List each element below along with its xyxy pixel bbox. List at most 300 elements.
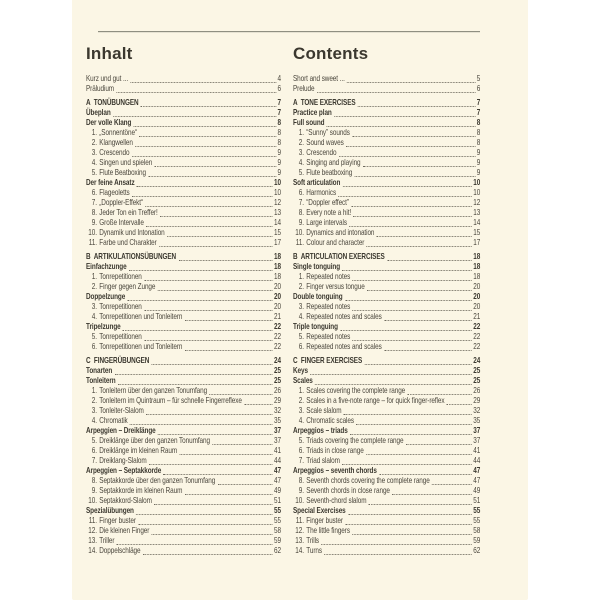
toc-row	[293, 98, 480, 108]
toc-page-number: 51	[473, 496, 481, 505]
dot-leader	[218, 483, 273, 485]
dot-leader	[115, 373, 273, 375]
toc-row	[86, 436, 281, 446]
toc-row	[86, 158, 281, 168]
toc-row	[293, 396, 480, 406]
dot-leader	[130, 423, 272, 425]
toc-page-number: 22	[274, 332, 281, 341]
toc-page-number: 49	[274, 486, 281, 495]
toc-title-german: Inhalt	[86, 44, 133, 63]
dot-leader	[117, 543, 273, 545]
toc-item-number: 8.	[91, 476, 97, 485]
toc-entry-label: Übeplan	[86, 108, 111, 117]
dot-leader	[113, 115, 276, 117]
toc-page-number: 20	[274, 282, 281, 291]
toc-page-number: 20	[473, 282, 481, 291]
toc-row	[86, 108, 281, 118]
toc-item-number: 10.	[295, 228, 304, 237]
toc-entry-label: Tripelzunge	[86, 322, 121, 331]
toc-entry-label: Singen und spielen	[99, 158, 153, 167]
toc-entry-label: „Sonnentöne“	[99, 128, 138, 137]
toc-entry-label: Präludium	[86, 84, 115, 93]
toc-page-number: 35	[274, 416, 281, 425]
dot-leader	[348, 513, 472, 515]
toc-item-number: 6.	[298, 342, 304, 351]
toc-row	[86, 208, 281, 218]
header-rule	[98, 31, 480, 33]
toc-page-number: 18	[473, 252, 481, 261]
toc-entry-label: Practice plan	[293, 108, 332, 117]
dot-leader	[343, 185, 472, 187]
toc-page-number: 10	[473, 178, 481, 187]
toc-item-number: 3.	[91, 406, 97, 415]
toc-entry-label: Der feine Ansatz	[86, 178, 135, 187]
toc-entry-label: Dynamics and intonation	[306, 228, 375, 237]
toc-row	[293, 476, 480, 486]
toc-item-number: 4.	[91, 416, 97, 425]
toc-entry-label: Dynamik und Intonation	[99, 228, 165, 237]
toc-page-number: 18	[274, 272, 281, 281]
dot-leader	[384, 319, 472, 321]
toc-row	[86, 536, 281, 546]
toc-page-number: 15	[473, 228, 481, 237]
toc-entry-label: Trills	[306, 536, 320, 545]
dot-leader	[137, 185, 273, 187]
dot-leader	[321, 543, 471, 545]
toc-page-number: 4	[277, 74, 281, 83]
dot-leader	[123, 329, 273, 331]
toc-row	[86, 282, 281, 292]
toc-group	[293, 252, 480, 352]
toc-row	[86, 84, 281, 94]
toc-entry-label: “Sunny” sounds	[306, 128, 350, 137]
toc-entry-label: Triple tonguing	[293, 322, 338, 331]
toc-entry-label: Doppelzunge	[86, 292, 126, 301]
toc-item-number: 13.	[88, 536, 97, 545]
toc-row	[86, 252, 281, 262]
toc-row	[293, 188, 480, 198]
dot-leader	[132, 195, 272, 197]
toc-entry-label: C FINGERÜBUNGEN	[86, 356, 150, 365]
toc-item-number: 5.	[91, 332, 97, 341]
toc-entry-label: Chromatik	[99, 416, 128, 425]
toc-row	[293, 456, 480, 466]
toc-group	[86, 252, 281, 352]
toc-page-number: 41	[473, 446, 481, 455]
toc-page-number: 20	[274, 292, 281, 301]
toc-entry-label: Crescendo	[99, 148, 130, 157]
toc-item-number: 10.	[295, 496, 304, 505]
toc-page-number: 47	[473, 466, 481, 475]
toc-page-number: 7	[277, 98, 281, 107]
toc-page-number: 26	[473, 386, 481, 395]
toc-row	[86, 506, 281, 516]
dot-leader	[164, 473, 273, 475]
dot-leader	[118, 383, 273, 385]
toc-entry-label: Jeder Ton ein Treffer!	[99, 208, 158, 217]
toc-row	[293, 546, 480, 556]
toc-item-number: 4.	[91, 158, 97, 167]
toc-page-number: 21	[473, 312, 481, 321]
toc-row	[293, 436, 480, 446]
dot-leader	[345, 299, 472, 301]
toc-entry-label: Einfachzunge	[86, 262, 127, 271]
toc-item-number: 1.	[91, 272, 97, 281]
toc-page-number: 10	[274, 178, 281, 187]
toc-entry-label: Repeated notes and scales	[306, 342, 382, 351]
toc-page-number: 14	[274, 218, 281, 227]
toc-page-number: 18	[473, 262, 481, 271]
toc-item-number: 3.	[298, 302, 304, 311]
dot-leader	[432, 483, 472, 485]
dot-leader	[158, 289, 273, 291]
toc-page-number: 37	[274, 426, 281, 435]
dot-leader	[340, 329, 471, 331]
toc-page-number: 8	[476, 128, 481, 137]
toc-entry-label: A TONE EXERCISES	[293, 98, 356, 107]
dot-leader	[160, 215, 272, 217]
toc-entry-label: Seventh-chord slalom	[306, 496, 367, 505]
toc-row	[86, 476, 281, 486]
toc-group	[293, 98, 480, 248]
toc-entry-label: Tonarten	[86, 366, 113, 375]
toc-item-number: 4.	[298, 416, 304, 425]
toc-page-number: 18	[274, 262, 281, 271]
toc-row	[293, 486, 480, 496]
toc-row	[86, 118, 281, 128]
toc-page-number: 47	[274, 476, 281, 485]
toc-item-number: 5.	[298, 168, 304, 177]
dot-leader	[352, 533, 471, 535]
dot-leader	[134, 125, 276, 127]
toc-entry-label: Kurz und gut ...	[86, 74, 129, 83]
toc-row	[86, 446, 281, 456]
toc-item-number: 1.	[298, 128, 304, 137]
toc-row	[86, 396, 281, 406]
toc-entry-label: Repeated notes	[306, 302, 351, 311]
dot-leader	[367, 289, 472, 291]
toc-row	[293, 536, 480, 546]
dot-leader	[334, 115, 475, 117]
dot-leader	[358, 105, 475, 107]
dot-leader	[144, 309, 272, 311]
dot-leader	[138, 523, 272, 525]
toc-page-number: 62	[473, 546, 481, 555]
toc-entry-label: Singing and playing	[306, 158, 361, 167]
toc-item-number: 8.	[298, 476, 304, 485]
dot-leader	[154, 503, 272, 505]
toc-group	[293, 74, 480, 94]
toc-page-number: 25	[473, 376, 481, 385]
toc-entry-label: Tonrepetitionen	[99, 302, 142, 311]
toc-entry-label: Single tonguing	[293, 262, 341, 271]
toc-entry-label: B ARTIKULATIONSÜBUNGEN	[86, 252, 177, 261]
toc-row	[86, 188, 281, 198]
toc-entry-label: A TONÜBUNGEN	[86, 98, 139, 107]
toc-row	[293, 526, 480, 536]
toc-row	[86, 198, 281, 208]
toc-item-number: 3.	[298, 406, 304, 415]
dot-leader	[132, 155, 276, 157]
toc-row	[86, 426, 281, 436]
toc-item-number: 10.	[88, 496, 97, 505]
dot-leader	[363, 165, 475, 167]
toc-page-number: 55	[473, 516, 481, 525]
toc-page-number: 25	[473, 366, 481, 375]
toc-entry-label: Flute beatboxing	[306, 168, 353, 177]
toc-page-number: 59	[473, 536, 481, 545]
toc-row	[86, 128, 281, 138]
toc-page-number: 44	[473, 456, 481, 465]
toc-entry-label: Harmonics	[306, 188, 337, 197]
toc-entry-label: Scales in a five-note range – for quick finger-reflex	[306, 396, 445, 405]
toc-row	[293, 168, 480, 178]
toc-item-number: 3.	[91, 302, 97, 311]
toc-row	[86, 456, 281, 466]
toc-item-number: 4.	[91, 312, 97, 321]
toc-row	[293, 228, 480, 238]
toc-page-number: 55	[274, 506, 281, 515]
dot-leader	[353, 215, 471, 217]
dot-leader	[185, 319, 273, 321]
dot-leader	[159, 245, 272, 247]
toc-title-english: Contents	[293, 44, 369, 63]
dot-leader	[387, 259, 472, 261]
toc-item-number: 2.	[91, 396, 97, 405]
toc-item-number: 2.	[91, 282, 97, 291]
toc-page-number: 41	[274, 446, 281, 455]
toc-row	[86, 138, 281, 148]
toc-entry-label: Flageoletts	[99, 188, 130, 197]
toc-row	[86, 332, 281, 342]
toc-item-number: 2.	[298, 396, 304, 405]
dot-leader	[136, 513, 272, 515]
toc-page-number: 55	[473, 506, 481, 515]
dot-leader	[185, 493, 273, 495]
toc-entry-label: Every note a hit!	[306, 208, 352, 217]
toc-page-number: 12	[274, 198, 281, 207]
toc-page-number: 7	[476, 108, 481, 117]
dot-leader	[366, 453, 472, 455]
dot-leader	[145, 205, 272, 207]
toc-column-english	[293, 74, 480, 556]
toc-entry-label: Short and sweet ...	[293, 74, 345, 83]
toc-page-number: 44	[274, 456, 281, 465]
toc-entry-label: Septakkorde über den ganzen Tonumfang	[99, 476, 216, 485]
toc-row	[293, 84, 480, 94]
dot-leader	[356, 423, 471, 425]
toc-item-number: 11.	[295, 516, 304, 525]
dot-leader	[349, 225, 471, 227]
toc-item-number: 6.	[91, 446, 97, 455]
toc-page-number: 22	[274, 342, 281, 351]
toc-entry-label: Turns	[306, 546, 322, 555]
toc-entry-label: Tonrepetitionen und Tonleitern	[99, 342, 183, 351]
toc-page-number: 24	[473, 356, 481, 365]
toc-row	[86, 322, 281, 332]
dot-leader	[146, 413, 272, 415]
toc-item-number: 4.	[298, 158, 304, 167]
toc-page-number: 21	[274, 312, 281, 321]
dot-leader	[350, 433, 472, 435]
toc-page-number: 37	[473, 436, 481, 445]
dot-leader	[152, 363, 273, 365]
toc-entry-label: Arpeggien – Dreiklänge	[86, 426, 156, 435]
toc-row	[86, 546, 281, 556]
toc-entry-label: Prelude	[293, 84, 315, 93]
dot-leader	[143, 553, 273, 555]
dot-leader	[447, 403, 472, 405]
dot-leader	[367, 245, 472, 247]
toc-row	[293, 74, 480, 84]
toc-page-number: 5	[476, 74, 481, 83]
toc-entry-label: Soft articulation	[293, 178, 341, 187]
toc-page-number: 22	[274, 322, 281, 331]
dot-leader	[149, 463, 272, 465]
toc-page-number: 55	[274, 516, 281, 525]
toc-item-number: 11.	[88, 516, 97, 525]
toc-row	[293, 118, 480, 128]
toc-item-number: 14.	[88, 546, 97, 555]
dot-leader	[148, 175, 276, 177]
toc-item-number: 5.	[298, 436, 304, 445]
dot-leader	[130, 81, 276, 83]
toc-row	[86, 356, 281, 366]
toc-item-number: 12.	[295, 526, 304, 535]
toc-entry-label: Triller	[99, 536, 115, 545]
toc-entry-label: Spezialübungen	[86, 506, 134, 515]
toc-entry-label: Large intervals	[306, 218, 347, 227]
toc-row	[293, 342, 480, 352]
dot-leader	[129, 269, 273, 271]
toc-row	[86, 486, 281, 496]
toc-entry-label: Full sound	[293, 118, 325, 127]
dot-leader	[144, 339, 272, 341]
toc-item-number: 6.	[91, 342, 97, 351]
toc-group	[86, 98, 281, 248]
dot-leader	[384, 349, 472, 351]
toc-row	[86, 148, 281, 158]
toc-entry-label: Arpeggien – Septakkorde	[86, 466, 162, 475]
toc-entry-label: Triad slalom	[306, 456, 340, 465]
dot-leader	[406, 443, 472, 445]
toc-page-number: 9	[476, 148, 481, 157]
toc-item-number: 1.	[298, 272, 304, 281]
dot-leader	[351, 205, 471, 207]
dot-leader	[364, 363, 471, 365]
toc-page-number: 29	[274, 396, 281, 405]
toc-item-number: 6.	[298, 188, 304, 197]
toc-item-number: 5.	[91, 436, 97, 445]
toc-entry-label: Doppelschläge	[99, 546, 141, 555]
toc-row	[293, 292, 480, 302]
toc-page-number: 15	[274, 228, 281, 237]
toc-item-number: 7.	[298, 198, 304, 207]
toc-page-number: 22	[473, 332, 481, 341]
toc-page-number: 14	[473, 218, 481, 227]
toc-row	[293, 158, 480, 168]
dot-leader	[244, 403, 272, 405]
dot-leader	[392, 493, 471, 495]
toc-row	[86, 292, 281, 302]
toc-row	[293, 496, 480, 506]
toc-item-number: 2.	[298, 282, 304, 291]
toc-row	[293, 376, 480, 386]
toc-page-number: 13	[473, 208, 481, 217]
toc-page-number: 22	[473, 342, 481, 351]
toc-entry-label: Seventh chords in close range	[306, 486, 390, 495]
toc-row	[86, 168, 281, 178]
toc-item-number: 11.	[295, 238, 304, 247]
dot-leader	[342, 269, 471, 271]
toc-entry-label: Arpeggios – triads	[293, 426, 348, 435]
toc-page-number: 10	[274, 188, 281, 197]
toc-page-number: 58	[274, 526, 281, 535]
dot-leader	[346, 145, 475, 147]
toc-row	[293, 356, 480, 366]
toc-page-number: 10	[473, 188, 481, 197]
toc-group	[293, 356, 480, 556]
toc-entry-label: Klangwellen	[99, 138, 133, 147]
toc-row	[86, 178, 281, 188]
toc-page-number: 18	[274, 252, 281, 261]
toc-page-number: 62	[274, 546, 281, 555]
toc-page-number: 58	[473, 526, 481, 535]
toc-item-number: 10.	[88, 228, 97, 237]
toc-row	[86, 312, 281, 322]
toc-entry-label: Tonrepetitionen und Tonleitern	[99, 312, 183, 321]
toc-row	[293, 302, 480, 312]
toc-row	[86, 516, 281, 526]
toc-entry-label: Die kleinen Finger	[99, 526, 150, 535]
toc-page-number: 22	[473, 322, 481, 331]
toc-entry-label: Repeated notes and scales	[306, 312, 382, 321]
toc-page-number: 9	[277, 148, 281, 157]
toc-row	[293, 312, 480, 322]
toc-entry-label: Finger buster	[306, 516, 343, 525]
toc-page-number: 29	[473, 396, 481, 405]
toc-row	[293, 406, 480, 416]
toc-row	[293, 366, 480, 376]
toc-row	[86, 406, 281, 416]
dot-leader	[324, 553, 471, 555]
dot-leader	[317, 91, 475, 93]
toc-row	[86, 272, 281, 282]
toc-entry-label: Scale slalom	[306, 406, 342, 415]
dot-leader	[139, 135, 276, 137]
toc-item-number: 1.	[298, 386, 304, 395]
toc-page-number: 8	[277, 138, 281, 147]
toc-row	[86, 526, 281, 536]
dot-leader	[407, 393, 471, 395]
toc-entry-label: Sound waves	[306, 138, 344, 147]
toc-row	[293, 506, 480, 516]
toc-row	[86, 496, 281, 506]
toc-row	[86, 466, 281, 476]
toc-item-number: 12.	[88, 526, 97, 535]
toc-item-number: 8.	[91, 208, 97, 217]
toc-row	[293, 198, 480, 208]
toc-entry-label: Scales	[293, 376, 313, 385]
dot-leader	[167, 235, 272, 237]
dot-leader	[212, 443, 272, 445]
toc-item-number: 8.	[298, 208, 304, 217]
toc-item-number: 9.	[298, 218, 304, 227]
toc-row	[293, 178, 480, 188]
toc-page-number: 26	[274, 386, 281, 395]
toc-entry-label: Scales covering the complete range	[306, 386, 406, 395]
toc-entry-label: Tonleiter-Slalom	[99, 406, 144, 415]
